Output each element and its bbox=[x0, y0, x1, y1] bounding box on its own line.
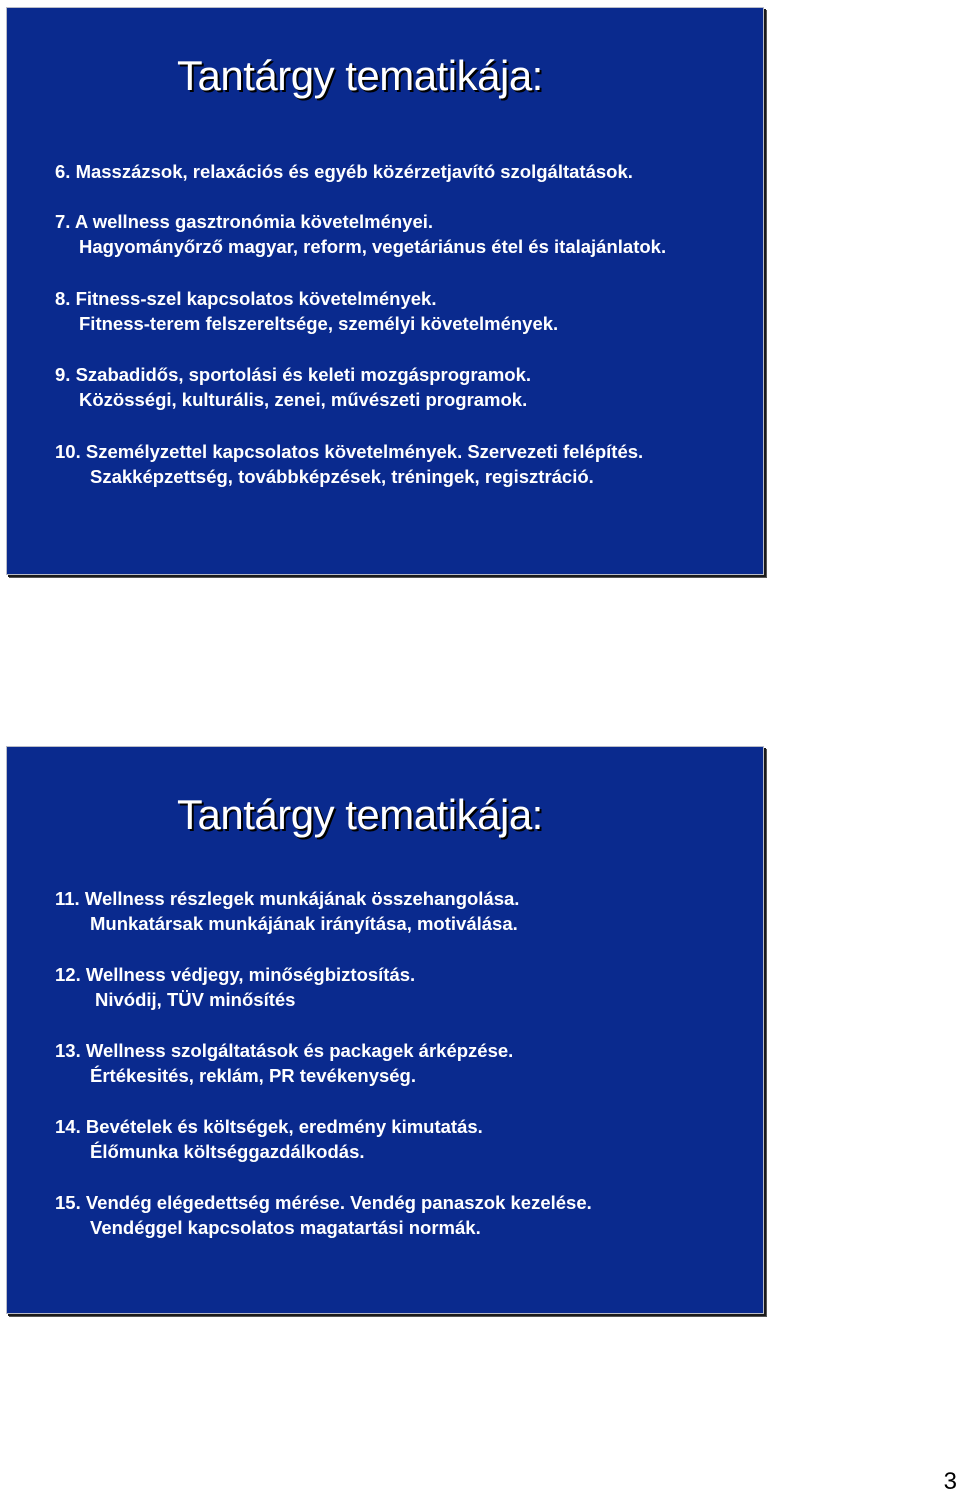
list-item bbox=[55, 439, 643, 489]
list-item-line: 10. Személyzettel kapcsolatos követelmények. Szervezeti felépítés. bbox=[55, 441, 644, 462]
list-item-continuation: Nivódij, TÜV minősítés bbox=[95, 989, 296, 1010]
list-item bbox=[55, 1114, 483, 1164]
list-item-continuation: Szakképzettség, továbbképzések, tréningek, regisztráció. bbox=[90, 466, 594, 487]
list-item-continuation: Élőmunka költséggazdálkodás. bbox=[90, 1141, 365, 1162]
list-item-line: 9. Szabadidős, sportolási és keleti mozgásprogramok. bbox=[55, 364, 532, 385]
list-item bbox=[55, 1038, 513, 1088]
page-number: 3 bbox=[943, 1468, 957, 1495]
list-item-continuation: Értékesités, reklám, PR tevékenység. bbox=[90, 1065, 416, 1086]
slide-1 bbox=[6, 7, 764, 575]
list-item-continuation: Munkatársak munkájának irányítása, motiválása. bbox=[90, 913, 518, 934]
list-item-line: 13. Wellness szolgáltatások és packagek árképzése. bbox=[55, 1040, 514, 1061]
slide-title: Tantárgy tematikája: bbox=[177, 791, 543, 838]
list-item-line: 12. Wellness védjegy, minőségbiztosítás. bbox=[55, 964, 416, 985]
list-item-line: 14. Bevételek és költségek, eredmény kimutatás. bbox=[55, 1116, 483, 1137]
list-item bbox=[55, 209, 666, 259]
list-item bbox=[55, 159, 633, 184]
list-item-continuation: Hagyományőrző magyar, reform, vegetáriánus étel és italajánlatok. bbox=[79, 236, 667, 257]
slide-title: Tantárgy tematikája: bbox=[177, 52, 543, 99]
list-item-continuation: Vendéggel kapcsolatos magatartási normák. bbox=[90, 1217, 481, 1238]
list-item bbox=[55, 362, 531, 412]
list-item-continuation: Közösségi, kulturális, zenei, művészeti programok. bbox=[79, 389, 528, 410]
list-item-continuation: Fitness-terem felszereltsége, személyi követelmények. bbox=[79, 313, 559, 334]
list-item-line: 8. Fitness-szel kapcsolatos követelmények. bbox=[55, 288, 437, 309]
list-item bbox=[55, 886, 519, 936]
list-item-line: 7. A wellness gasztronómia követelményei. bbox=[55, 211, 434, 232]
list-item-line: 11. Wellness részlegek munkájának összehangolása. bbox=[55, 888, 520, 909]
slide-2 bbox=[6, 746, 764, 1314]
list-item-line: 6. Masszázsok, relaxációs és egyéb közérzetjavító szolgáltatások. bbox=[55, 161, 633, 182]
list-item bbox=[55, 962, 415, 1012]
list-item bbox=[55, 286, 558, 336]
list-item bbox=[55, 1190, 592, 1240]
list-item-line: 15. Vendég elégedettség mérése. Vendég panaszok kezelése. bbox=[55, 1192, 592, 1213]
